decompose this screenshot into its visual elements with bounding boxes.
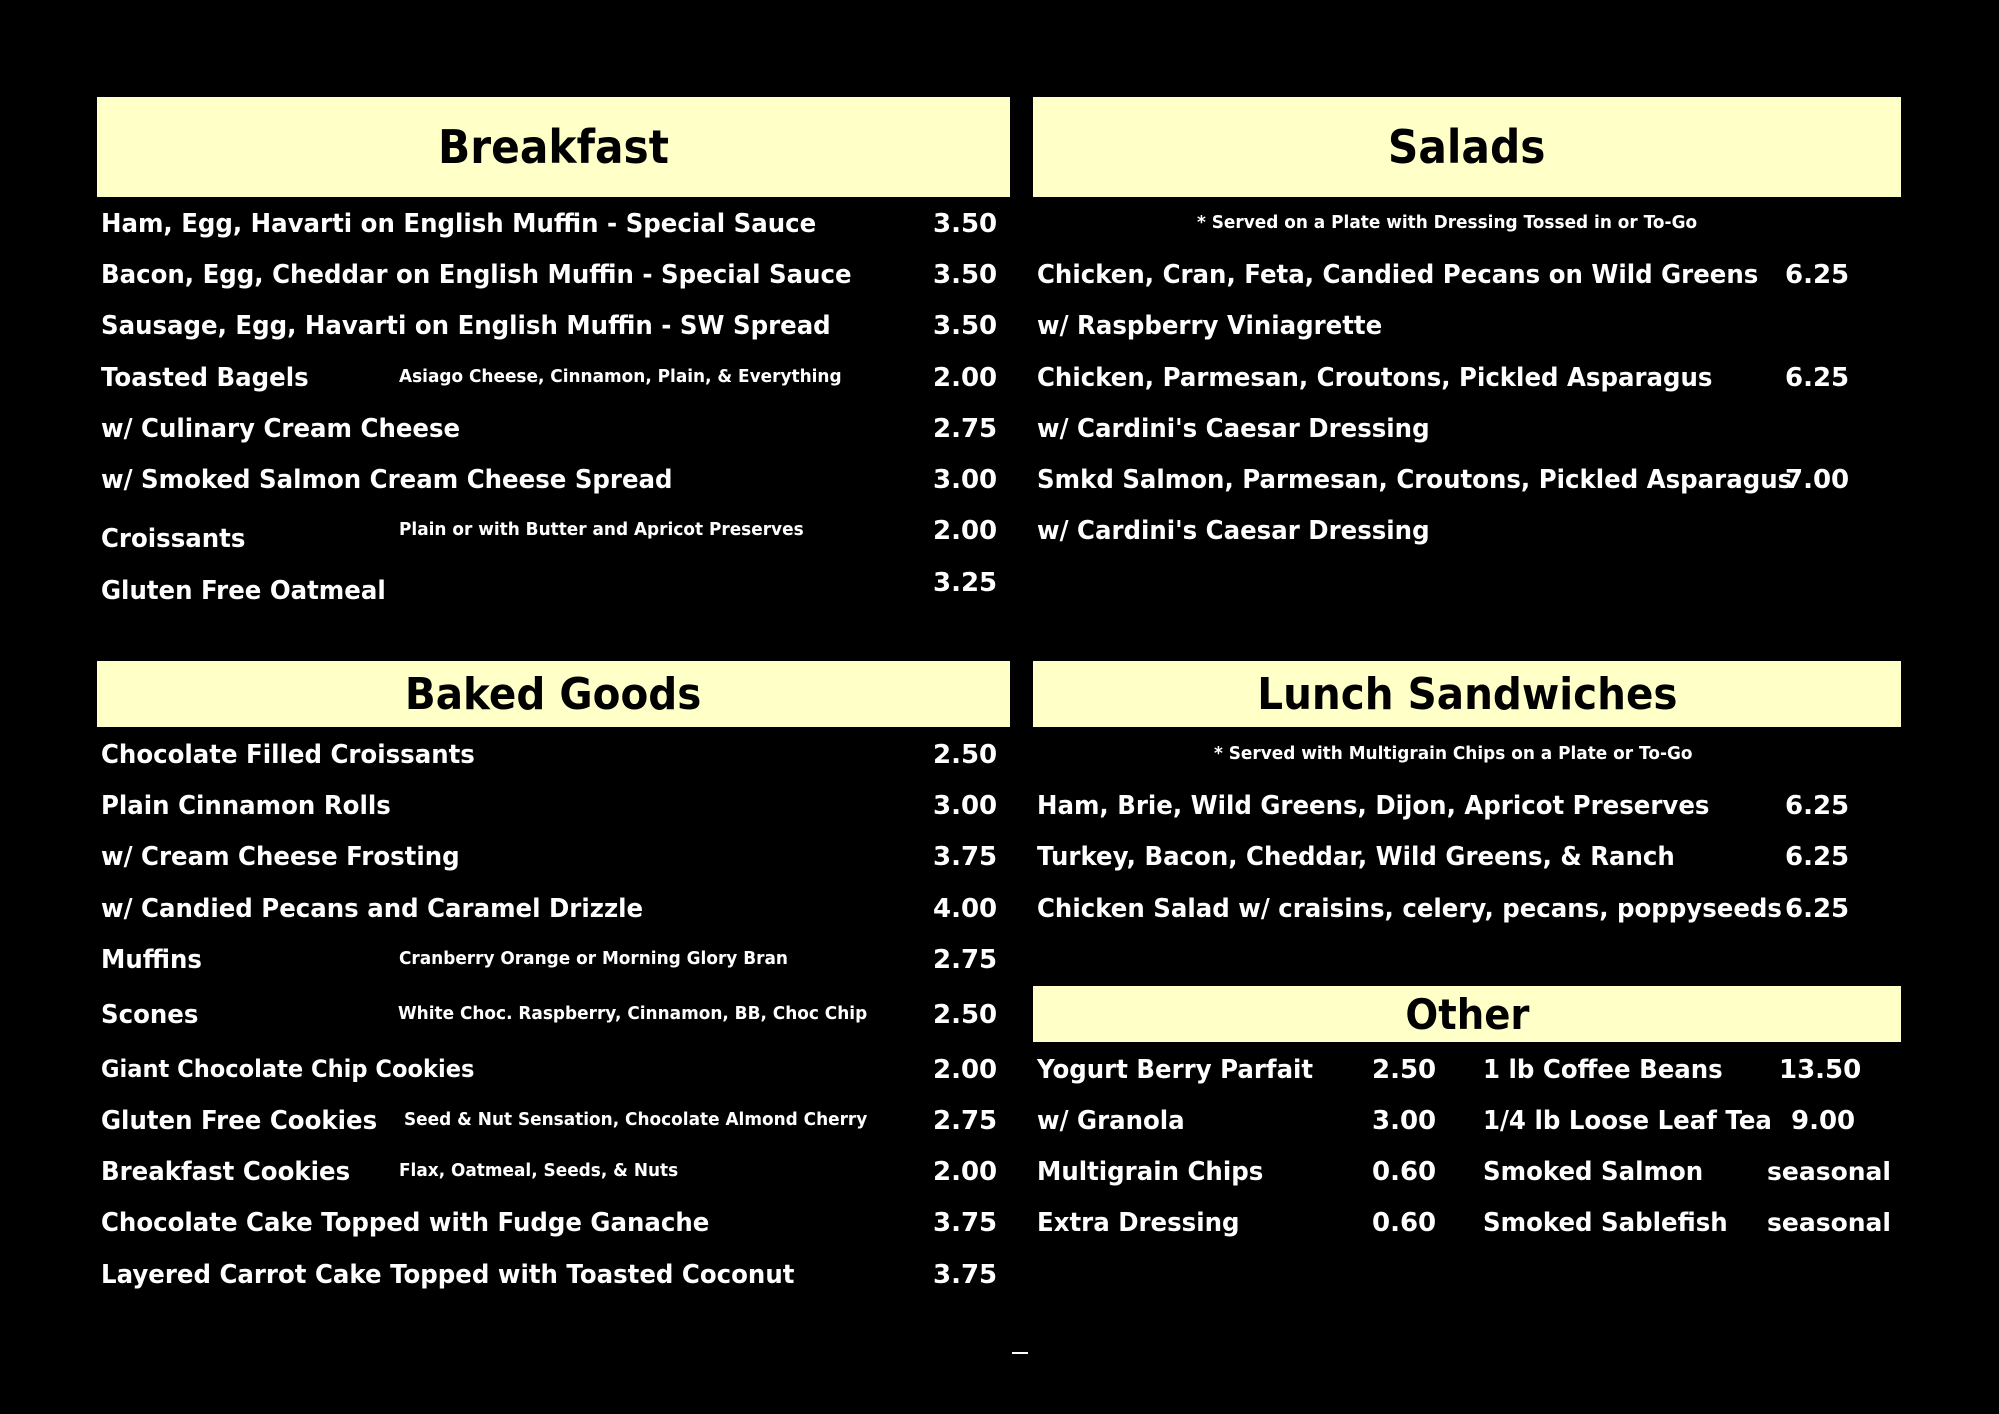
menu-item-price: seasonal [1767, 1157, 1891, 1186]
lunch-header [1033, 661, 1901, 727]
menu-item-price: 3.00 [933, 791, 998, 821]
menu-item-name: Extra Dressing [1037, 1208, 1240, 1238]
menu-item-name: Breakfast Cookies [101, 1157, 351, 1187]
salads-title: Salads [1388, 120, 1546, 174]
salads-note: * Served on a Plate with Dressing Tossed in or To-Go [1197, 212, 1698, 233]
menu-item-name: w/ Smoked Salmon Cream Cheese Spread [101, 465, 673, 495]
menu-item-name: w/ Cardini's Caesar Dressing [1037, 516, 1430, 546]
menu-item-price: 4.00 [933, 894, 998, 924]
menu-item-price: 3.75 [933, 1208, 998, 1238]
menu-item-price: 6.25 [1785, 842, 1850, 872]
menu-item-price: 3.25 [933, 568, 998, 598]
menu-item-price: seasonal [1767, 1208, 1891, 1237]
menu-item-name: 1 lb Coffee Beans [1483, 1055, 1723, 1085]
menu-item-price: 2.75 [933, 1106, 998, 1136]
menu-item-name: w/ Candied Pecans and Caramel Drizzle [101, 894, 644, 924]
menu-item-name: Sausage, Egg, Havarti on English Muffin - SW Spread [101, 311, 831, 341]
menu-item-name: Scones [101, 1000, 199, 1030]
menu-item-name: Multigrain Chips [1037, 1157, 1264, 1187]
menu-item-price: 2.50 [933, 1000, 998, 1030]
salads-header [1033, 97, 1901, 197]
menu-item-price: 2.75 [933, 945, 998, 975]
menu-item-name: w/ Raspberry Viniagrette [1037, 311, 1383, 341]
menu-item-price: 0.60 [1372, 1157, 1437, 1187]
menu-item-name: w/ Culinary Cream Cheese [101, 414, 461, 444]
menu-item-price: 2.00 [933, 1157, 998, 1187]
menu-item-price: 6.25 [1785, 363, 1850, 393]
menu-item-name: Muffins [101, 945, 202, 975]
baked-header [97, 661, 1010, 727]
menu-item-price: 3.00 [933, 465, 998, 495]
menu-item-price: 3.75 [933, 842, 998, 872]
menu-item-name: w/ Cream Cheese Frosting [101, 842, 460, 872]
menu-item-name: Layered Carrot Cake Topped with Toasted Coconut [101, 1260, 795, 1290]
baked-title: Baked Goods [405, 668, 702, 720]
menu-item-name: Giant Chocolate Chip Cookies [101, 1055, 475, 1083]
menu-item-price: 2.00 [933, 516, 998, 546]
menu-item-price: 3.50 [933, 260, 998, 290]
menu-item-price: 6.25 [1785, 791, 1850, 821]
menu-item-name: Chicken, Cran, Feta, Candied Pecans on Wild Greens [1037, 260, 1759, 290]
menu-item-desc: Seed & Nut Sensation, Chocolate Almond Cherry [404, 1109, 868, 1130]
menu-item-name: Smoked Sablefish [1483, 1208, 1728, 1238]
menu-item-price: 6.25 [1785, 894, 1850, 924]
menu-item-desc: Cranberry Orange or Morning Glory Bran [399, 948, 788, 969]
menu-item-price: 3.50 [933, 311, 998, 341]
menu-item-name: Gluten Free Oatmeal [101, 576, 386, 606]
menu-item-name: Chicken, Parmesan, Croutons, Pickled Asparagus [1037, 363, 1713, 393]
menu-item-price: 0.60 [1372, 1208, 1437, 1238]
menu-item-price: 2.00 [933, 1055, 998, 1085]
menu-item-name: Smoked Salmon [1483, 1157, 1704, 1187]
menu-item-name: Bacon, Egg, Cheddar on English Muffin - Special Sauce [101, 260, 852, 290]
menu-item-name: Ham, Brie, Wild Greens, Dijon, Apricot Preserves [1037, 791, 1710, 821]
menu-item-name: w/ Cardini's Caesar Dressing [1037, 414, 1430, 444]
menu-item-name: w/ Granola [1037, 1106, 1185, 1136]
other-header [1033, 986, 1901, 1042]
lunch-title: Lunch Sandwiches [1256, 668, 1678, 720]
menu-item-price: 3.75 [933, 1260, 998, 1290]
menu-item-price: 3.00 [1372, 1106, 1437, 1136]
menu-item-price: 7.00 [1785, 465, 1850, 495]
menu-item-desc: White Choc. Raspberry, Cinnamon, BB, Choc Chip [398, 1003, 868, 1024]
menu-item-price: 2.75 [933, 414, 998, 444]
menu-item-name: Smkd Salmon, Parmesan, Croutons, Pickled Asparagus [1037, 465, 1793, 495]
menu-item-name: Gluten Free Cookies [101, 1106, 378, 1136]
menu-item-price: 3.50 [933, 209, 998, 239]
menu-item-price: 2.00 [933, 363, 998, 393]
menu-item-name: 1/4 lb Loose Leaf Tea [1483, 1106, 1772, 1136]
breakfast-header [97, 97, 1010, 197]
menu-item-name: Plain Cinnamon Rolls [101, 791, 391, 821]
menu-item-price: 2.50 [1372, 1055, 1437, 1085]
menu-item-name: Croissants [101, 524, 246, 554]
divider-mark [1012, 1352, 1028, 1354]
breakfast-title: Breakfast [438, 120, 669, 174]
menu-item-name: Chicken Salad w/ craisins, celery, pecans, poppyseeds [1037, 894, 1782, 924]
menu-item-price: 9.00 [1791, 1106, 1856, 1136]
menu-item-price: 13.50 [1779, 1055, 1862, 1085]
menu-item-desc: Flax, Oatmeal, Seeds, & Nuts [399, 1160, 679, 1181]
menu-item-name: Yogurt Berry Parfait [1037, 1055, 1314, 1085]
menu-item-name: Turkey, Bacon, Cheddar, Wild Greens, & Ranch [1037, 842, 1675, 872]
lunch-note: * Served with Multigrain Chips on a Plate or To-Go [1214, 743, 1693, 764]
menu-item-desc: Asiago Cheese, Cinnamon, Plain, & Everything [399, 366, 842, 387]
menu-item-price: 6.25 [1785, 260, 1850, 290]
menu-item-desc: Plain or with Butter and Apricot Preserves [399, 519, 804, 540]
menu-item-price: 2.50 [933, 740, 998, 770]
menu-item-name: Ham, Egg, Havarti on English Muffin - Special Sauce [101, 209, 817, 239]
menu-item-name: Toasted Bagels [101, 363, 309, 393]
menu-item-name: Chocolate Cake Topped with Fudge Ganache [101, 1208, 710, 1238]
other-title: Other [1404, 989, 1530, 1039]
menu-item-name: Chocolate Filled Croissants [101, 740, 475, 770]
